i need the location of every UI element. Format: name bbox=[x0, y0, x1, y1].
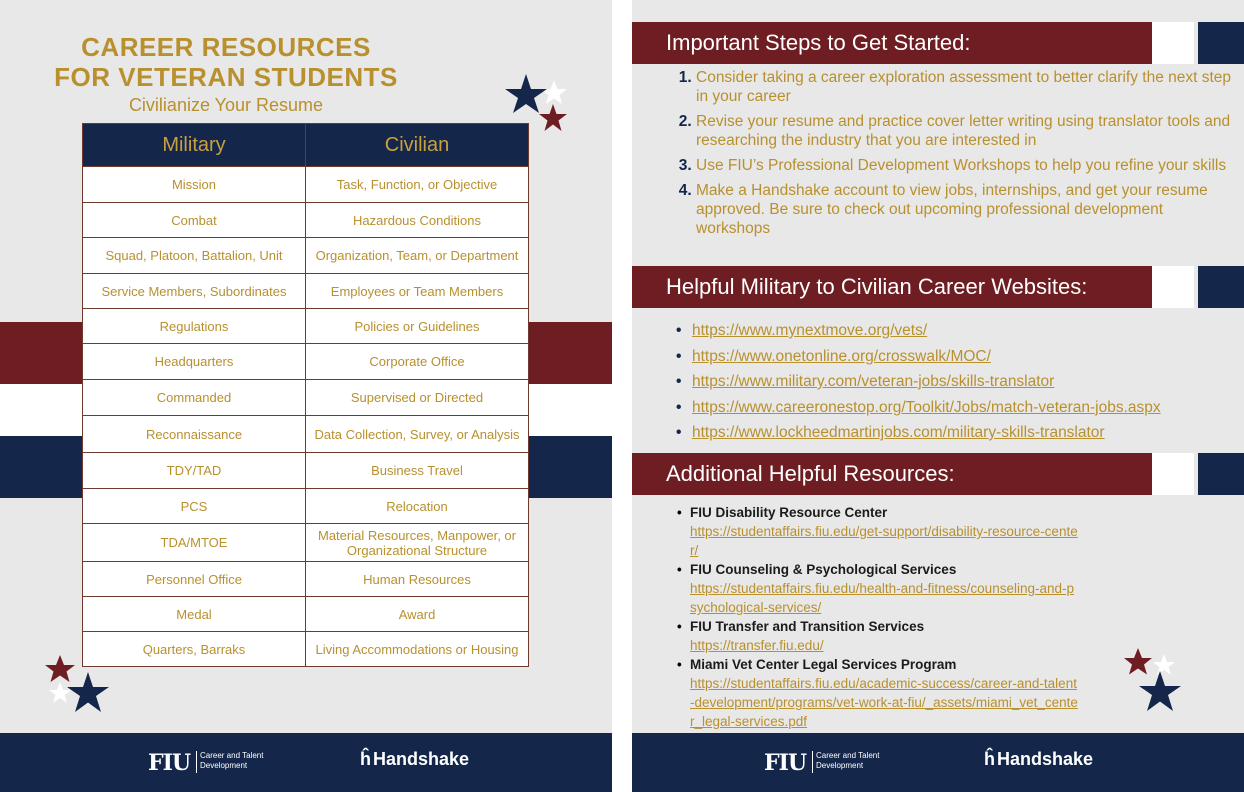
fiu-logo: FIU bbox=[764, 750, 807, 776]
list-item bbox=[692, 399, 1244, 425]
table-row bbox=[83, 203, 529, 238]
website-link[interactable]: https://www.lockheedmartinjobs.com/military-skills-translator bbox=[692, 424, 1105, 441]
list-item bbox=[692, 424, 1244, 450]
resource-name: Miami Vet Center Legal Services Program bbox=[690, 657, 957, 672]
banner-block-white bbox=[1152, 22, 1194, 64]
handshake-logo-icon: ĥ bbox=[360, 749, 371, 769]
section-banner-websites bbox=[632, 266, 1152, 308]
footer bbox=[0, 733, 612, 792]
table-row bbox=[83, 562, 529, 597]
resources-list bbox=[674, 503, 1160, 731]
handshake-logo bbox=[360, 749, 469, 770]
military-term: Medal bbox=[83, 597, 306, 632]
table-row bbox=[83, 632, 529, 667]
civilian-term: Supervised or Directed bbox=[306, 380, 529, 416]
table-row bbox=[83, 524, 529, 562]
website-link[interactable]: https://www.military.com/veteran-jobs/skills-translator bbox=[692, 373, 1055, 390]
handshake-logo bbox=[984, 749, 1093, 770]
footer bbox=[632, 733, 1244, 792]
table-row bbox=[83, 309, 529, 344]
banner-block-white bbox=[1152, 453, 1194, 495]
steps-list bbox=[676, 68, 1236, 244]
table-row bbox=[83, 489, 529, 524]
handshake-label: Handshake bbox=[373, 749, 470, 769]
military-term: Combat bbox=[83, 203, 306, 238]
banner-block-navy bbox=[1198, 453, 1244, 495]
website-link[interactable]: https://www.careeronestop.org/Toolkit/Jobs/match-veteran-jobs.aspx bbox=[692, 398, 1161, 416]
military-term: Squad, Platoon, Battalion, Unit bbox=[83, 238, 306, 274]
civilian-term: Award bbox=[306, 597, 529, 632]
civilian-term: Material Resources, Manpower, or Organizational Structure bbox=[306, 524, 529, 562]
military-term: Commanded bbox=[83, 380, 306, 416]
military-term: TDY/TAD bbox=[83, 453, 306, 489]
resource-name: FIU Counseling & Psychological Services bbox=[690, 562, 957, 577]
section-title-websites: Helpful Military to Civilian Career Websites: bbox=[666, 274, 1088, 299]
list-item bbox=[690, 560, 1160, 617]
table-row bbox=[83, 453, 529, 489]
civilian-term: Living Accommodations or Housing bbox=[306, 632, 529, 667]
resource-link[interactable]: https://studentaffairs.fiu.edu/academic-success/career-and-talent-development/programs/vet-work-at-fiu/_assets/miami_vet_center_legal-services.pdf bbox=[690, 676, 1078, 729]
table-row bbox=[83, 274, 529, 309]
military-term: Reconnaissance bbox=[83, 416, 306, 453]
military-term: Quarters, Barraks bbox=[83, 632, 306, 667]
resource-name: FIU Disability Resource Center bbox=[690, 505, 888, 520]
civilian-term: Organization, Team, or Department bbox=[306, 238, 529, 274]
star-icon bbox=[40, 652, 115, 722]
website-link[interactable]: https://www.onetonline.org/crosswalk/MOC/ bbox=[692, 347, 991, 365]
military-term: PCS bbox=[83, 489, 306, 524]
left-page bbox=[0, 0, 612, 792]
resource-link[interactable]: https://transfer.fiu.edu/ bbox=[690, 638, 824, 653]
resource-link[interactable]: https://studentaffairs.fiu.edu/health-and-fitness/counseling-and-psychological-services/ bbox=[690, 581, 1074, 615]
list-item: 3. Use FIU’s Professional Development Workshops to help you refine your skills bbox=[696, 156, 1236, 175]
star-icon bbox=[1120, 645, 1200, 720]
table-row bbox=[83, 344, 529, 380]
list-item bbox=[692, 348, 1244, 374]
civilian-term: Human Resources bbox=[306, 562, 529, 597]
military-term: Personnel Office bbox=[83, 562, 306, 597]
fiu-logo: FIU bbox=[148, 750, 191, 776]
civilian-term: Relocation bbox=[306, 489, 529, 524]
website-link[interactable]: https://www.mynextmove.org/vets/ bbox=[692, 322, 928, 339]
civilian-term: Employees or Team Members bbox=[306, 274, 529, 309]
civilian-term: Business Travel bbox=[306, 453, 529, 489]
civilian-term: Hazardous Conditions bbox=[306, 203, 529, 238]
civilian-term: Policies or Guidelines bbox=[306, 309, 529, 344]
list-item bbox=[690, 655, 1160, 731]
handshake-logo-icon: ĥ bbox=[984, 749, 995, 769]
military-term: Service Members, Subordinates bbox=[83, 274, 306, 309]
section-title-resources: Additional Helpful Resources: bbox=[666, 461, 955, 486]
table-row bbox=[83, 238, 529, 274]
logo-divider bbox=[196, 751, 197, 773]
section-banner-resources bbox=[632, 453, 1152, 495]
page-title-line1: CAREER RESOURCES bbox=[81, 32, 371, 62]
list-item: 1. Consider taking a career exploration assessment to better clarify the next step in your career bbox=[696, 68, 1236, 106]
list-item: 4. Make a Handshake account to view jobs, internships, and get your resume approved. Be sure to check out upcoming professional development workshops bbox=[696, 181, 1236, 238]
section-title-steps: Important Steps to Get Started: bbox=[666, 30, 971, 55]
list-item bbox=[690, 503, 1160, 560]
banner-block-navy bbox=[1198, 266, 1244, 308]
military-term: Regulations bbox=[83, 309, 306, 344]
websites-list bbox=[676, 322, 1244, 450]
header-military: Military bbox=[83, 124, 306, 167]
banner-block-navy bbox=[1198, 22, 1244, 64]
section-banner-steps bbox=[632, 22, 1152, 64]
handshake-label: Handshake bbox=[997, 749, 1094, 769]
military-term: Headquarters bbox=[83, 344, 306, 380]
table-row bbox=[83, 380, 529, 416]
military-term: Mission bbox=[83, 167, 306, 203]
military-civilian-table bbox=[82, 123, 529, 667]
page-subtitle: Civilianize Your Resume bbox=[128, 95, 324, 115]
fiu-unit-label: Career and Talent Development bbox=[816, 751, 880, 770]
resource-name: FIU Transfer and Transition Services bbox=[690, 619, 925, 634]
table-row bbox=[83, 416, 529, 453]
fiu-unit-label: Career and Talent Development bbox=[200, 751, 264, 770]
list-item: 2. Revise your resume and practice cover letter writing using translator tools and researching the industry that you are interested in bbox=[696, 112, 1236, 150]
civilian-term: Data Collection, Survey, or Analysis bbox=[306, 416, 529, 453]
right-page bbox=[632, 0, 1244, 792]
resource-link[interactable]: https://studentaffairs.fiu.edu/get-support/disability-resource-center/ bbox=[690, 524, 1078, 558]
table-row bbox=[83, 167, 529, 203]
logo-divider bbox=[812, 751, 813, 773]
civilian-term: Task, Function, or Objective bbox=[306, 167, 529, 203]
list-item bbox=[690, 617, 1160, 655]
list-item bbox=[692, 373, 1244, 399]
header-civilian: Civilian bbox=[306, 124, 529, 167]
banner-block-white bbox=[1152, 266, 1194, 308]
military-term: TDA/MTOE bbox=[83, 524, 306, 562]
page-title-line2: FOR VETERAN STUDENTS bbox=[54, 62, 398, 92]
list-item bbox=[692, 322, 1244, 348]
civilian-term: Corporate Office bbox=[306, 344, 529, 380]
table-row bbox=[83, 597, 529, 632]
